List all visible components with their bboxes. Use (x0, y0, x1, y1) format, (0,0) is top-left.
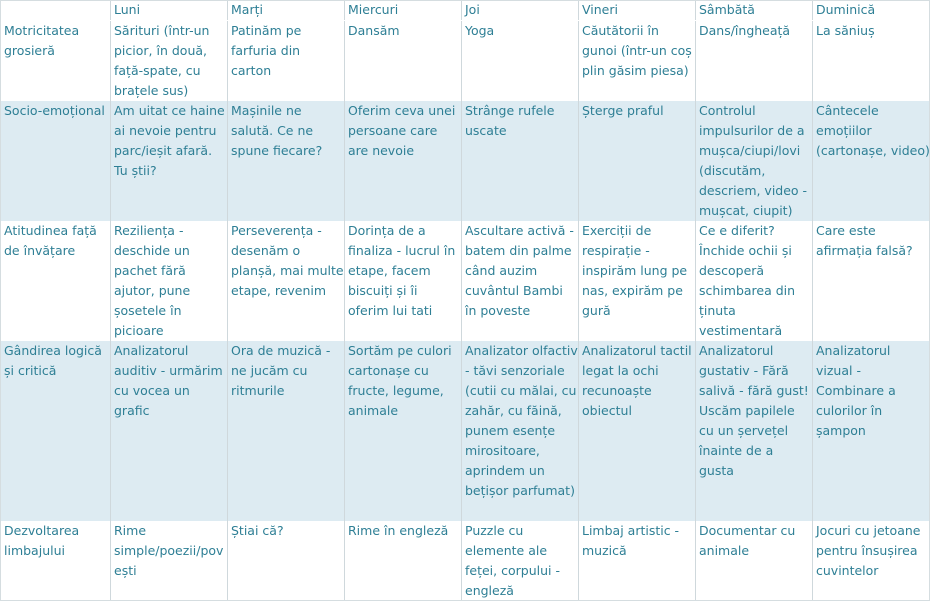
header-day-duminica[interactable]: Duminică (813, 0, 930, 21)
table-cell[interactable]: Analizatorul vizual - Combinare a culorilor în șampon (813, 341, 930, 521)
header-corner-cell[interactable] (1, 0, 111, 21)
table-cell[interactable]: Analizator olfactiv - tăvi senzoriale (cutii cu mălai, cu zahăr, cu făină, punem esențe mirositoare, aprindem un bețișor parfumat) (462, 341, 579, 521)
row-label-gandire[interactable]: Gândirea logică și critică (1, 341, 111, 521)
table-cell[interactable]: Mașinile ne salută. Ce ne spune fiecare? (228, 101, 345, 221)
table-cell[interactable]: Controlul impulsurilor de a mușca/ciupi/lovi (discutăm, descriem, video - mușcat, ciupit) (696, 101, 813, 221)
table-cell[interactable]: Ascultare activă - batem din palme când auzim cuvântul Bambi în poveste (462, 221, 579, 341)
table-cell[interactable]: Reziliența - deschide un pachet fără ajutor, pune șosetele în picioare (111, 221, 228, 341)
table-row (1, 521, 930, 601)
table-row (1, 21, 930, 102)
row-label-atitudine[interactable]: Atitudinea față de învățare (1, 221, 111, 341)
table-cell[interactable]: Patinăm pe farfuria din carton (228, 21, 345, 102)
table-cell[interactable]: Yoga (462, 21, 579, 102)
table-cell[interactable]: Exerciții de respirație - inspirăm lung pe nas, expirăm pe gură (579, 221, 696, 341)
table-cell[interactable]: Care este afirmația falsă? (813, 221, 930, 341)
table-cell[interactable]: Rime simple/poezii/povești (111, 521, 228, 601)
table-cell[interactable]: Sortăm pe culori cartonașe cu fructe, legume, animale (345, 341, 462, 521)
table-cell[interactable]: Perseverența - desenăm o planșă, mai multe etape, revenim (228, 221, 345, 341)
header-row (1, 0, 930, 21)
table-cell[interactable]: Analizatorul tactil legat la ochi recunoaște obiectul (579, 341, 696, 521)
table-cell[interactable]: Sărituri (într-un picior, în două, față-spate, cu brațele sus) (111, 21, 228, 102)
table-cell[interactable]: Dansăm (345, 21, 462, 102)
table-cell[interactable]: Cântecele emoțiilor (cartonașe, video) (813, 101, 930, 221)
table-cell[interactable]: Șterge praful (579, 101, 696, 221)
header-day-joi[interactable]: Joi (462, 0, 579, 21)
table-cell[interactable]: Am uitat ce haine ai nevoie pentru parc/ieșit afară. Tu știi? (111, 101, 228, 221)
header-day-sambata[interactable]: Sâmbătă (696, 0, 813, 21)
table-cell[interactable]: Limbaj artistic - muzică (579, 521, 696, 601)
table-cell[interactable]: Căutătorii în gunoi (într-un coș plin găsim piesa) (579, 21, 696, 102)
table-cell[interactable]: Analizatorul gustativ - Fără salivă - fără gust! Uscăm papilele cu un șervețel înainte de a gusta (696, 341, 813, 521)
table-cell[interactable]: Strânge rufele uscate (462, 101, 579, 221)
table-row (1, 221, 930, 341)
header-day-vineri[interactable]: Vineri (579, 0, 696, 21)
header-day-marti[interactable]: Marți (228, 0, 345, 21)
table-cell[interactable]: Analizatorul auditiv - urmărim cu vocea un grafic (111, 341, 228, 521)
table-cell[interactable]: Jocuri cu jetoane pentru însușirea cuvintelor (813, 521, 930, 601)
table-row (1, 101, 930, 221)
row-label-limbaj[interactable]: Dezvoltarea limbajului (1, 521, 111, 601)
table-cell[interactable]: Dans/îngheață (696, 21, 813, 102)
table-cell[interactable]: Puzzle cu elemente ale feței, corpului - engleză (462, 521, 579, 601)
table-cell[interactable]: Știai că? (228, 521, 345, 601)
table-row (1, 341, 930, 521)
table-cell[interactable]: Rime în engleză (345, 521, 462, 601)
header-day-miercuri[interactable]: Miercuri (345, 0, 462, 21)
table-cell[interactable]: Documentar cu animale (696, 521, 813, 601)
header-day-luni[interactable]: Luni (111, 0, 228, 21)
table-cell[interactable]: Ce e diferit? Închide ochii și descoperă schimbarea din ținuta vestimentară (696, 221, 813, 341)
table-cell[interactable]: Ora de muzică - ne jucăm cu ritmurile (228, 341, 345, 521)
table-cell[interactable]: La săniuș (813, 21, 930, 102)
table-cell[interactable]: Dorința de a finaliza - lucrul în etape, facem biscuiți și îi oferim lui tati (345, 221, 462, 341)
row-label-motricitate[interactable]: Motricitatea grosieră (1, 21, 111, 102)
table-cell[interactable]: Oferim ceva unei persoane care are nevoie (345, 101, 462, 221)
row-label-socio-emotional[interactable]: Socio-emoțional (1, 101, 111, 221)
